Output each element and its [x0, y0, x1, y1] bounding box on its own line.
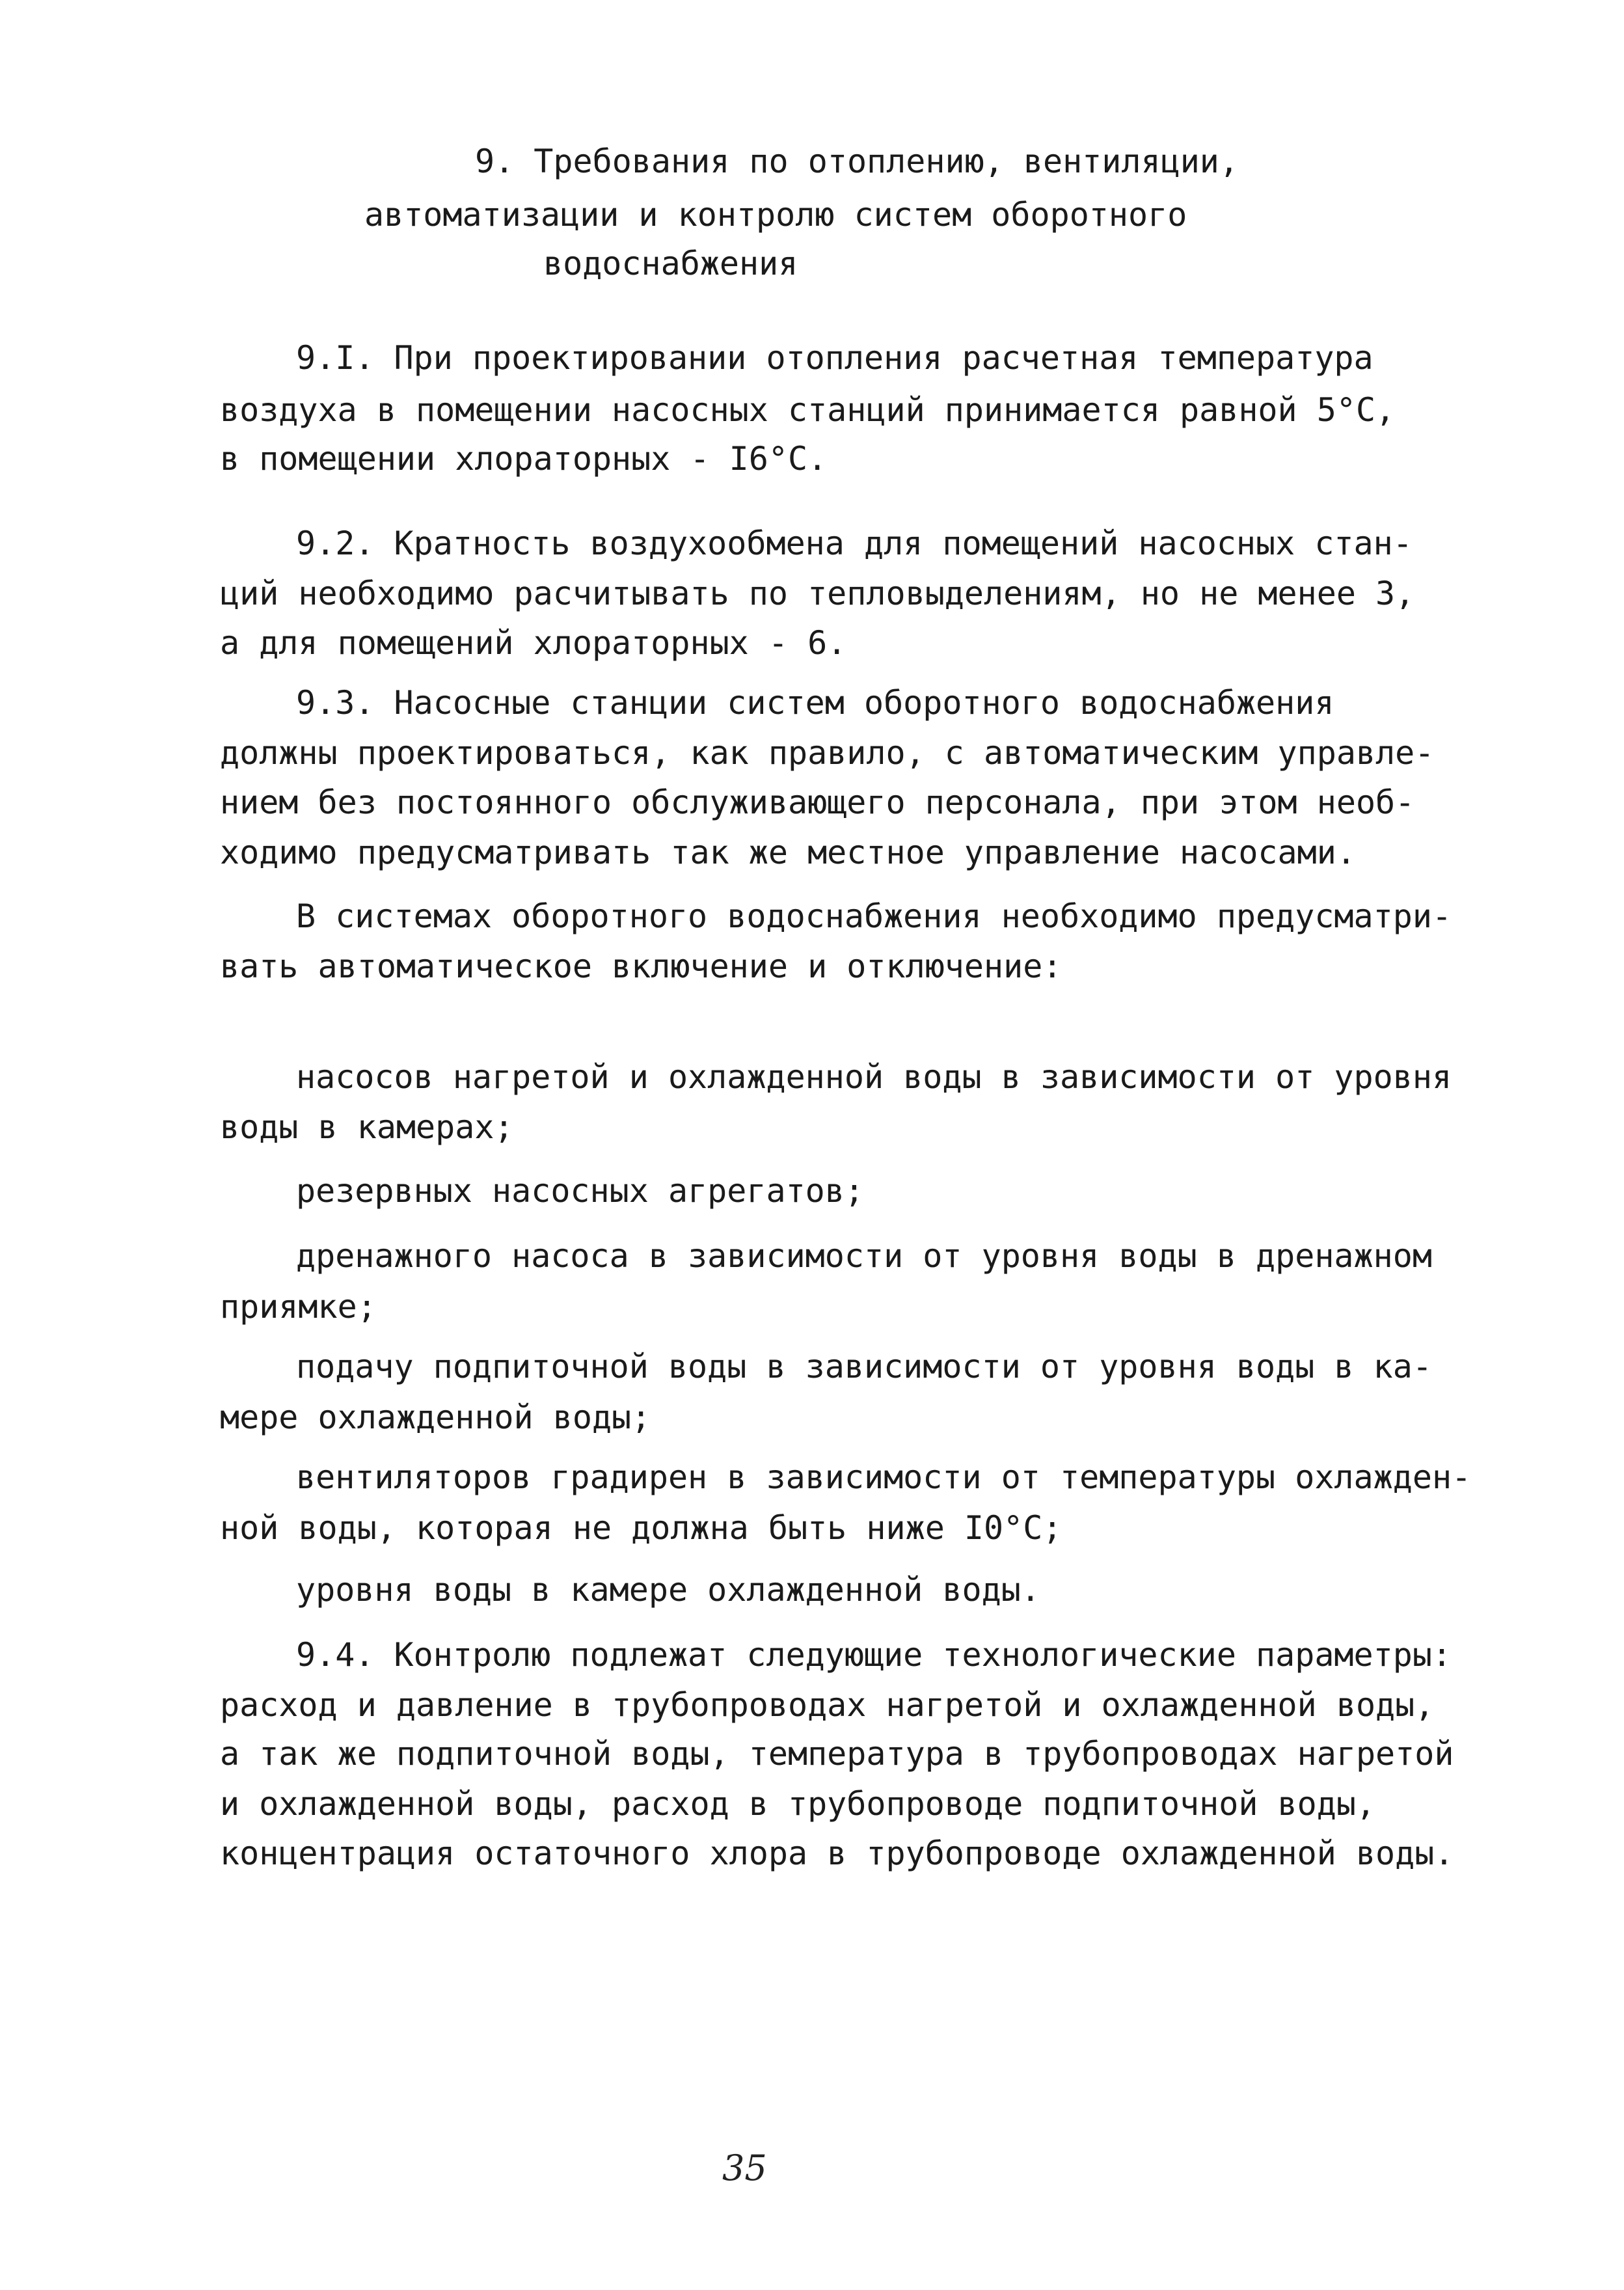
list-item-line: вентиляторов градирен в зависимости от температуры охлажден-	[296, 1458, 1472, 1496]
paragraph-line: должны проектироваться, как правило, с автоматическим управле-	[220, 734, 1435, 772]
paragraph-line: а для помещений хлораторных - 6.	[220, 624, 847, 662]
paragraph-line: ций необходимо расчитывать по тепловыделениям, но не менее 3,	[220, 575, 1415, 612]
list-item-line: насосов нагретой и охлажденной воды в зависимости от уровня	[296, 1058, 1452, 1096]
paragraph-line: вать автоматическое включение и отключение:	[220, 947, 1062, 985]
paragraph-line: воздуха в помещении насосных станций принимается равной 5°С,	[220, 391, 1396, 429]
paragraph-line: и охлажденной воды, расход в трубопроводе подпиточной воды,	[220, 1785, 1376, 1823]
paragraph-line: 9.3. Насосные станции систем оборотного водоснабжения	[296, 684, 1334, 722]
heading-line: водоснабжения	[543, 245, 798, 282]
paragraph-line: нием без постоянного обслуживающего персонала, при этом необ-	[220, 784, 1415, 821]
paragraph-line: 9.2. Кратность воздухообмена для помещений насосных стан-	[296, 525, 1413, 562]
list-item-line: уровня воды в камере охлажденной воды.	[296, 1571, 1040, 1609]
paragraph-line: расход и давление в трубопроводах нагретой и охлажденной воды,	[220, 1686, 1435, 1724]
paragraph-line: В системах оборотного водоснабжения необходимо предусматри-	[296, 897, 1452, 935]
list-item-line: дренажного насоса в зависимости от уровня воды в дренажном	[296, 1237, 1432, 1275]
list-item-line: резервных насосных агрегатов;	[296, 1172, 864, 1210]
heading-line: автоматизации и контролю систем оборотного	[364, 196, 1187, 234]
paragraph-line: 9.I. При проектировании отопления расчетная температура	[296, 339, 1374, 377]
paragraph-line: в помещении хлораторных - I6°С.	[220, 440, 828, 478]
list-item-line: мере охлажденной воды;	[220, 1398, 651, 1436]
paragraph-line: ходимо предусматривать так же местное управление насосами.	[220, 834, 1356, 871]
list-item-line: приямке;	[220, 1288, 377, 1326]
page-number: 35	[722, 2147, 767, 2188]
paragraph-line: 9.4. Контролю подлежат следующие технологические параметры:	[296, 1636, 1452, 1674]
paragraph-line: концентрация остаточного хлора в трубопроводе охлажденной воды.	[220, 1834, 1454, 1872]
list-item-line: ной воды, которая не должна быть ниже I0°С;	[220, 1509, 1062, 1547]
list-item-line: воды в камерах;	[220, 1108, 514, 1146]
list-item-line: подачу подпиточной воды в зависимости от уровня воды в ка-	[296, 1348, 1432, 1385]
paragraph-line: а так же подпиточной воды, температура в трубопроводах нагретой	[220, 1735, 1454, 1773]
heading-line: 9. Требования по отоплению, вентиляции,	[475, 143, 1239, 180]
